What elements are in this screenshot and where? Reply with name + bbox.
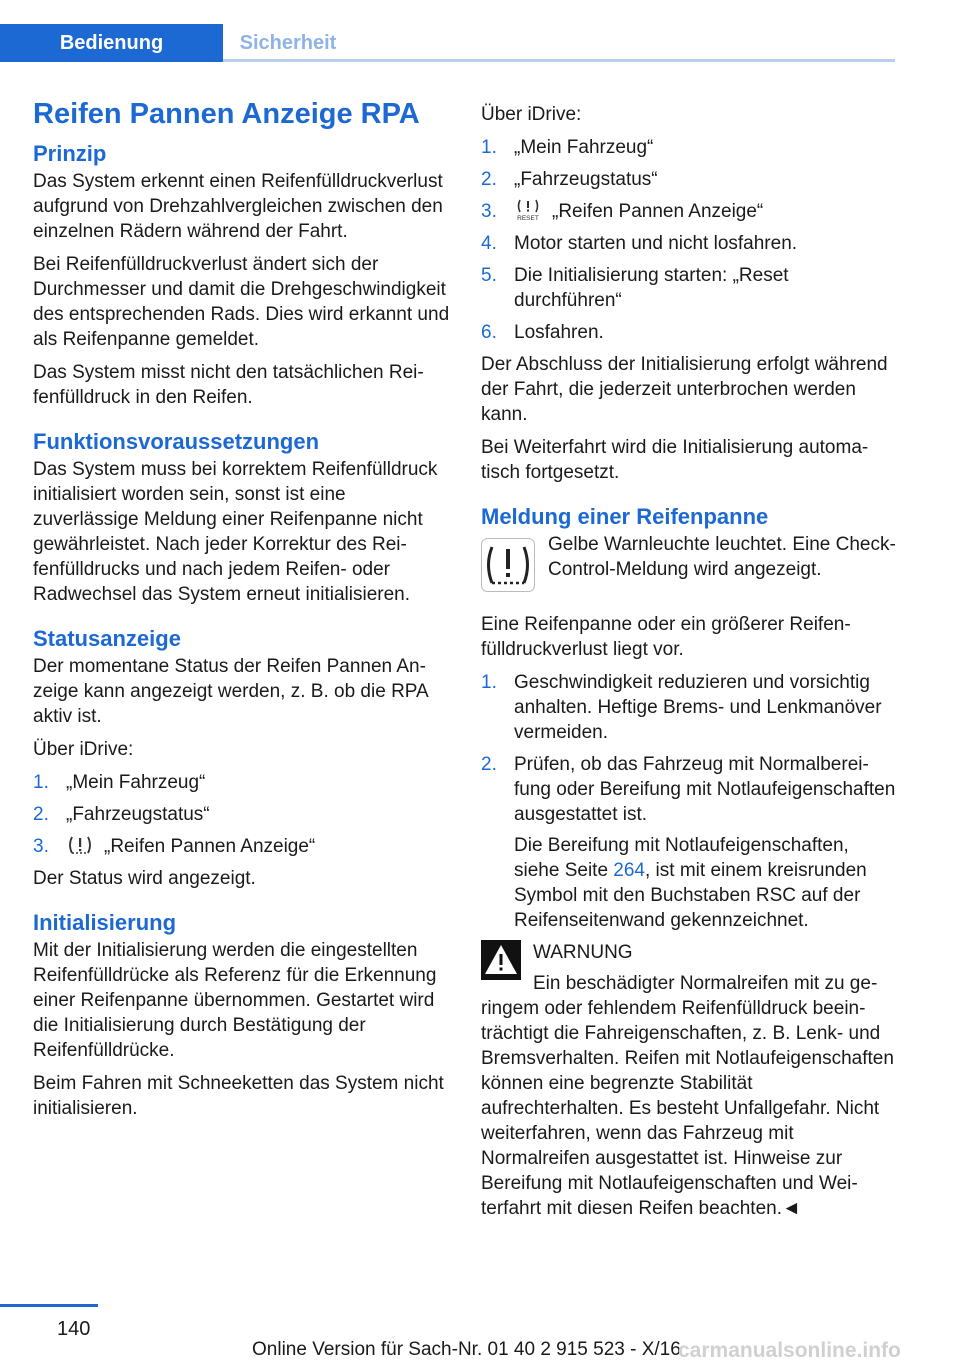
- footer-text: Online Version für Sach-Nr. 01 40 2 915 523 - X/16: [252, 1339, 681, 1360]
- status-steps: [33, 770, 451, 859]
- init-steps: [481, 135, 899, 345]
- continue-paragraph: Bei Weiterfahrt wird die Initialisierung automatisch fortgesetzt.: [481, 437, 869, 483]
- warning-triangle-icon: [481, 940, 521, 987]
- list-item: 1. Geschwindigkeit reduzieren und vorsichtig anhalten. Heftige Brems- und Lenkmanöver vermeiden.: [481, 672, 882, 743]
- list-item: 1. „Mein Fahrzeug“: [481, 137, 654, 158]
- list-item: 3. RESET „Reifen Pannen Anzeige“: [481, 201, 764, 222]
- tire-pressure-warning-icon: [66, 834, 94, 856]
- list-item: 5. Die Initialisierung starten: „Reset durchführen“: [481, 265, 789, 311]
- list-item: 2. Prüfen, ob das Fahrzeug mit Normalbereifung oder Bereifung mit Notlaufeigenschaften ausgestattet ist. Die Bereifung mit Notlaufeigenschaften, siehe Seite 264, ist mit einem kreisrunden Symbol mit den Buchstaben RSC auf der Reifenseitenwand gekennzeichnet.: [481, 752, 899, 933]
- list-item: 6. Losfahren.: [481, 322, 604, 343]
- svg-text:RESET: RESET: [517, 215, 539, 221]
- heading-meldung: Meldung einer Reifenpanne: [481, 504, 769, 529]
- tire-pressure-warning-icon: [481, 538, 535, 599]
- list-item: 1. „Mein Fahrzeug“: [33, 772, 206, 793]
- warning-light-text: Gelbe Warnleuchte leuchtet. Eine Check-Control-Meldung wird angezeigt.: [548, 534, 896, 580]
- list-item: 2. „Fahrzeugstatus“: [33, 804, 210, 825]
- warning-label: WARNUNG: [533, 942, 633, 963]
- heading-statusanzeige: Statusanzeige: [33, 626, 181, 651]
- watermark: carmanualsonline.info: [678, 1339, 901, 1362]
- warning-light-row: [481, 532, 899, 612]
- meldung-paragraph: Eine Reifenpanne oder ein größerer Reifenfülldruckverlust liegt vor.: [481, 614, 851, 660]
- idrive-label: Über iDrive:: [481, 104, 582, 125]
- heading-initialisierung: Initialisierung: [33, 910, 177, 935]
- tab-bedienung[interactable]: Bedienung: [0, 24, 223, 62]
- list-item: 4. Motor starten und nicht losfahren.: [481, 233, 798, 254]
- right-column: [481, 102, 899, 1221]
- header-tabs: [0, 24, 895, 62]
- funktion-paragraph: Das System muss bei korrektem Reifenfülldruck initialisiert worden sein, sonst ist eine zuverlässige Meldung einer Reifenpanne nicht gewährleistet. Nach jeder Korrektur des Reifenfülldrucks und nach jedem Reifen- oder Radwechsel das System erneut initialisieren.: [33, 459, 438, 605]
- page-reference-link[interactable]: 264: [613, 860, 645, 881]
- prinzip-paragraph-1: Das System erkennt einen Reifenfülldruckverlust aufgrund von Drehzahlvergleichen zwischen den einzelnen Rädern während der Fahrt.: [33, 171, 443, 242]
- prinzip-paragraph-2: Bei Reifenfülldruckverlust ändert sich der Durchmesser und damit die Drehgeschwindigkeit des entsprechenden Rads. Dies wird erkannt und als Reifenpanne gemeldet.: [33, 254, 450, 350]
- footer-rule: [0, 1304, 98, 1307]
- page-number: 140: [57, 1318, 91, 1340]
- list-item: 3. „Reifen Pannen Anzeige“: [33, 836, 316, 857]
- init-paragraph-2: Beim Fahren mit Schneeketten das System nicht initialisieren.: [33, 1073, 444, 1119]
- left-column: [33, 96, 451, 1129]
- page-title: Reifen Pannen Anzeige RPA: [33, 98, 420, 130]
- heading-prinzip: Prinzip: [33, 141, 107, 166]
- status-after: Der Status wird angezeigt.: [33, 868, 256, 889]
- prinzip-paragraph-3: Das System misst nicht den tatsächlichen Reifenfülldruck in den Reifen.: [33, 362, 424, 408]
- tab-sicherheit[interactable]: Sicherheit: [239, 31, 337, 54]
- tire-reset-icon: [514, 199, 542, 221]
- init-paragraph-1: Mit der Initialisierung werden die eingestellten Reifenfülldrücke als Referenz für die Erkennung einer Reifenpanne übernommen. Gestartet wird die Initialisierung durch Bestätigung der Reifenfülldrücke.: [33, 940, 437, 1061]
- tab-divider: [223, 59, 895, 62]
- heading-funktionsvoraussetzungen: Funktionsvoraussetzungen: [33, 429, 320, 454]
- warning-text: Ein beschädigter Normalreifen mit zu geringem oder fehlendem Reifenfülldruck beeinträchtigt die Fahreigenschaften, z. B. Lenk- und Bremsverhalten. Reifen mit Notlaufeigenschaften können eine begrenzte Stabilität aufrechterhalten. Es besteht Unfallgefahr. Nicht weiterfahren, wenn das Fahrzeug mit Normalreifen ausgestattet ist. Hinweise zur Bereifung mit Notlaufeigenschaften und Weiterfahrt mit diesen Reifen beachten.◄: [481, 973, 894, 1219]
- list-item: 2. „Fahrzeugstatus“: [481, 169, 658, 190]
- panne-steps: [481, 670, 899, 933]
- status-paragraph: Der momentane Status der Reifen Pannen Anzeige kann angezeigt werden, z. B. ob die RPA aktiv ist.: [33, 656, 428, 727]
- completion-paragraph: Der Abschluss der Initialisierung erfolgt während der Fahrt, die jederzeit unterbrochen werden kann.: [481, 354, 888, 425]
- rsc-note: Die Bereifung mit Notlaufeigenschaften, siehe Seite 264, ist mit einem kreisrunden Symbol mit den Buchstaben RSC auf der Reifenseitenwand gekennzeichnet.: [514, 835, 867, 931]
- warning-block: [481, 940, 899, 1221]
- status-idrive-label: Über iDrive:: [33, 739, 134, 760]
